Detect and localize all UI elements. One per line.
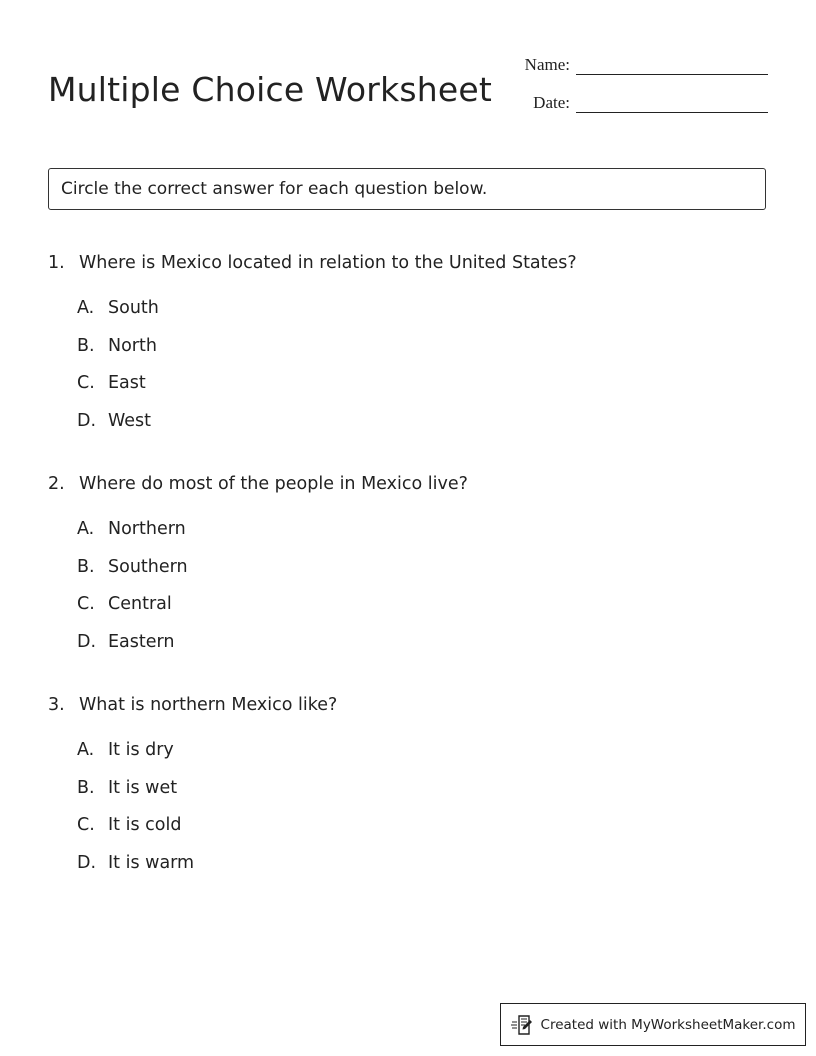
date-label: Date: — [533, 93, 570, 112]
answer-option-b[interactable] — [77, 555, 768, 593]
question-list — [48, 250, 768, 913]
option-letter: B. — [77, 335, 95, 356]
question-2 — [48, 471, 768, 667]
answer-option-d[interactable] — [77, 630, 768, 668]
option-text: It is warm — [108, 852, 195, 873]
answer-option-d[interactable] — [77, 851, 768, 889]
question-text: Where do most of the people in Mexico live? — [79, 474, 468, 494]
option-text: North — [108, 335, 157, 356]
option-text: South — [108, 298, 159, 318]
answer-option-c[interactable] — [77, 592, 768, 630]
question-1 — [48, 250, 768, 446]
name-blank-line[interactable] — [576, 52, 768, 75]
worksheet-maker-logo-icon — [511, 1014, 535, 1036]
option-text: Northern — [108, 519, 186, 539]
answer-option-c[interactable] — [77, 371, 768, 409]
instructions-text: Circle the correct answer for each question below. — [61, 179, 488, 199]
name-field — [525, 52, 768, 75]
question-text: Where is Mexico located in relation to the United States? — [79, 253, 577, 273]
option-text: Southern — [108, 556, 188, 577]
question-text: What is northern Mexico like? — [79, 695, 338, 715]
option-letter: A. — [77, 740, 95, 760]
page-title: Multiple Choice Worksheet — [48, 70, 493, 110]
answer-option-b[interactable] — [77, 776, 768, 814]
option-letter: B. — [77, 777, 95, 798]
answer-option-b[interactable] — [77, 334, 768, 372]
option-text: West — [108, 410, 152, 431]
option-letter: A. — [77, 298, 95, 318]
option-letter: A. — [77, 519, 95, 539]
option-letter: D. — [77, 410, 97, 431]
option-text: It is wet — [108, 777, 178, 798]
option-text: Central — [108, 594, 172, 614]
answer-options — [48, 517, 768, 667]
date-field — [533, 90, 768, 113]
option-letter: D. — [77, 631, 97, 652]
option-letter: C. — [77, 815, 95, 835]
answer-options — [48, 738, 768, 888]
answer-options — [48, 296, 768, 446]
question-3 — [48, 692, 768, 888]
instructions-box — [48, 168, 766, 210]
name-label: Name: — [524, 55, 570, 74]
question-number: 2. — [48, 474, 65, 494]
answer-option-d[interactable] — [77, 409, 768, 447]
answer-option-a[interactable] — [77, 296, 768, 334]
option-letter: C. — [77, 594, 95, 614]
option-text: It is dry — [108, 740, 174, 760]
option-letter: C. — [77, 373, 95, 393]
option-letter: B. — [77, 556, 95, 577]
question-number: 3. — [48, 695, 65, 715]
footer-credit-text: Created with MyWorksheetMaker.com — [540, 1016, 796, 1033]
option-letter: D. — [77, 852, 97, 873]
date-blank-line[interactable] — [576, 90, 768, 113]
option-text: It is cold — [108, 815, 182, 835]
answer-option-a[interactable] — [77, 738, 768, 776]
answer-option-a[interactable] — [77, 517, 768, 555]
question-number: 1. — [48, 253, 65, 273]
answer-option-c[interactable] — [77, 813, 768, 851]
option-text: East — [108, 373, 146, 393]
option-text: Eastern — [108, 631, 175, 652]
footer-credit-badge[interactable] — [500, 1003, 806, 1046]
